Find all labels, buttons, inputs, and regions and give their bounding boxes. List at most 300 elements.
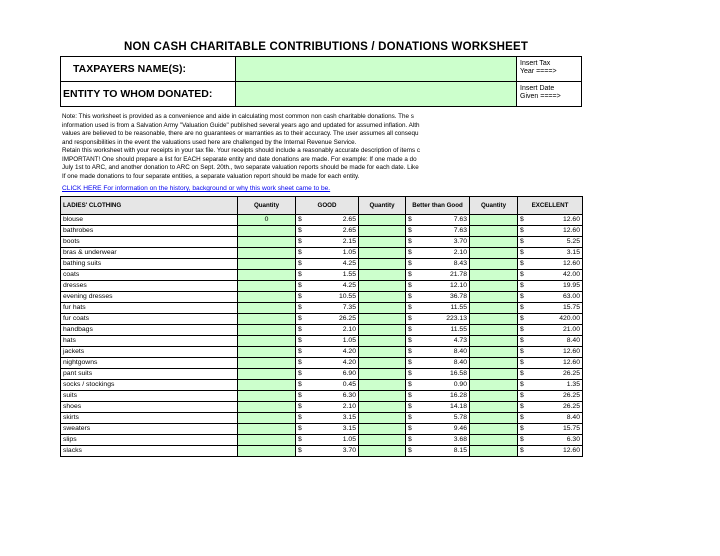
better-value: [406, 446, 470, 457]
item-name: evening dresses: [61, 292, 238, 303]
item-name: coats: [61, 270, 238, 281]
quantity-better-input[interactable]: [359, 391, 406, 402]
note-line: Retain this worksheet with your receipts in your tax file. Your receipts should include a reasonably accurate description of items c: [62, 147, 421, 154]
good-value: [296, 446, 359, 457]
quantity-better-input[interactable]: [359, 413, 406, 424]
better-value: [406, 413, 470, 424]
quantity-good-input[interactable]: [238, 303, 296, 314]
date-prompt: [517, 82, 581, 106]
quantity-good-input[interactable]: [238, 358, 296, 369]
quantity-better-input[interactable]: [359, 215, 406, 226]
better-value: [406, 424, 470, 435]
good-value: [296, 391, 359, 402]
item-name: fur hats: [61, 303, 238, 314]
taxpayer-label: TAXPAYERS NAME(S):: [61, 57, 236, 81]
value-text: 26.25: [338, 315, 356, 322]
currency-symbol: $: [520, 326, 524, 333]
currency-symbol: $: [520, 238, 524, 245]
item-name: skirts: [61, 413, 238, 424]
currency-symbol: $: [298, 392, 302, 399]
currency-symbol: $: [520, 260, 524, 267]
quantity-better-input[interactable]: [359, 325, 406, 336]
table-row: [61, 248, 583, 259]
table-row: [61, 270, 583, 281]
value-text: 1.35: [566, 381, 580, 388]
item-name: handbags: [61, 325, 238, 336]
col-header-quantity-excellent: Quantity: [470, 197, 518, 215]
value-text: 4.25: [342, 282, 356, 289]
table-row: [61, 303, 583, 314]
value-text: 26.25: [562, 403, 580, 410]
good-value: [296, 380, 359, 391]
table-row: [61, 336, 583, 347]
better-value: [406, 325, 470, 336]
item-name: boots: [61, 237, 238, 248]
value-text: 12.60: [562, 348, 580, 355]
table-row: [61, 424, 583, 435]
quantity-better-input[interactable]: [359, 292, 406, 303]
excellent-value: [518, 226, 583, 237]
table-row: [61, 369, 583, 380]
currency-symbol: $: [520, 216, 524, 223]
value-text: 10.55: [338, 293, 356, 300]
value-text: 11.55: [450, 326, 467, 333]
good-value: [296, 226, 359, 237]
better-value: [406, 358, 470, 369]
currency-symbol: $: [408, 403, 412, 410]
table-row: [61, 413, 583, 424]
quantity-excellent-input[interactable]: [470, 358, 518, 369]
entity-row: [61, 82, 581, 106]
item-name: hats: [61, 336, 238, 347]
table-row: [61, 281, 583, 292]
quantity-good-input[interactable]: [238, 270, 296, 281]
better-value: [406, 314, 470, 325]
currency-symbol: $: [520, 403, 524, 410]
value-text: 3.15: [342, 425, 356, 432]
value-text: 8.40: [566, 337, 580, 344]
quantity-better-input[interactable]: [359, 248, 406, 259]
value-text: 3.15: [566, 249, 580, 256]
currency-symbol: $: [520, 436, 524, 443]
better-value: [406, 237, 470, 248]
value-text: 6.30: [566, 436, 580, 443]
quantity-good-input[interactable]: [238, 424, 296, 435]
note-line: IMPORTANT! One should prepare a list for EACH separate entity and date donations are made. For example: If one made a do: [62, 155, 417, 163]
currency-symbol: $: [408, 337, 412, 344]
value-text: 26.25: [562, 392, 580, 399]
value-text: 19.95: [562, 282, 580, 289]
currency-symbol: $: [298, 293, 302, 300]
table-row: [61, 292, 583, 303]
excellent-value: [518, 270, 583, 281]
currency-symbol: $: [520, 381, 524, 388]
value-text: 6.90: [342, 370, 356, 377]
quantity-good-input[interactable]: [238, 226, 296, 237]
value-text: 12.60: [562, 260, 580, 267]
excellent-value: [518, 402, 583, 413]
quantity-better-input[interactable]: [359, 380, 406, 391]
better-value: [406, 215, 470, 226]
item-name: bathrobes: [61, 226, 238, 237]
currency-symbol: $: [520, 315, 524, 322]
value-text: 3.70: [342, 447, 356, 454]
value-text: 14.18: [449, 403, 467, 410]
quantity-better-input[interactable]: [359, 314, 406, 325]
quantity-good-input[interactable]: [238, 446, 296, 457]
currency-symbol: $: [298, 403, 302, 410]
date-line2: Given ====>: [520, 93, 561, 100]
currency-symbol: $: [520, 348, 524, 355]
currency-symbol: $: [298, 216, 302, 223]
currency-symbol: $: [298, 315, 302, 322]
value-text: 3.70: [453, 238, 467, 245]
quantity-better-input[interactable]: [359, 281, 406, 292]
currency-symbol: $: [408, 238, 412, 245]
quantity-excellent-input[interactable]: [470, 336, 518, 347]
better-value: [406, 391, 470, 402]
item-name: sweaters: [61, 424, 238, 435]
currency-symbol: $: [408, 348, 412, 355]
value-text: 8.40: [566, 414, 580, 421]
currency-symbol: $: [408, 315, 412, 322]
value-text: 8.43: [453, 260, 467, 267]
good-value: [296, 336, 359, 347]
quantity-good-input[interactable]: [238, 369, 296, 380]
good-value: [296, 270, 359, 281]
value-text: 223.13: [446, 315, 467, 322]
col-header-excellent: EXCELLENT: [518, 197, 583, 215]
quantity-excellent-input[interactable]: [470, 281, 518, 292]
quantity-excellent-input[interactable]: [470, 314, 518, 325]
quantity-better-input[interactable]: [359, 358, 406, 369]
item-name: bras & underwear: [61, 248, 238, 259]
value-text: 15.75: [562, 304, 580, 311]
value-text: 2.65: [342, 227, 356, 234]
currency-symbol: $: [298, 326, 302, 333]
quantity-good-input[interactable]: [238, 402, 296, 413]
currency-symbol: $: [408, 359, 412, 366]
quantity-good-input[interactable]: [238, 259, 296, 270]
table-row: [61, 446, 583, 457]
value-text: 2.65: [342, 216, 356, 223]
value-text: 1.55: [342, 271, 356, 278]
value-text: 3.15: [342, 414, 356, 421]
quantity-excellent-input[interactable]: [470, 259, 518, 270]
better-value: [406, 336, 470, 347]
currency-symbol: $: [298, 436, 302, 443]
quantity-better-input[interactable]: [359, 226, 406, 237]
quantity-excellent-input[interactable]: [470, 325, 518, 336]
currency-symbol: $: [408, 304, 412, 311]
better-value: [406, 226, 470, 237]
value-text: 21.78: [449, 271, 467, 278]
table-row: [61, 380, 583, 391]
currency-symbol: $: [520, 447, 524, 454]
quantity-excellent-input[interactable]: [470, 413, 518, 424]
quantity-good-input[interactable]: [238, 292, 296, 303]
currency-symbol: $: [298, 271, 302, 278]
note-line: values are believed to be reasonable, there are no guarantees or warranties as to their accuracy. The user assumes all consequ: [62, 130, 419, 137]
excellent-value: [518, 314, 583, 325]
value-text: 9.46: [453, 425, 467, 432]
excellent-value: [518, 237, 583, 248]
item-name: fur coats: [61, 314, 238, 325]
item-name: suits: [61, 391, 238, 402]
currency-symbol: $: [408, 216, 412, 223]
col-header-item: LADIES' CLOTHING: [61, 197, 238, 215]
value-text: 36.78: [449, 293, 467, 300]
table-row: [61, 215, 583, 226]
value-text: 8.15: [453, 447, 467, 454]
currency-symbol: $: [298, 227, 302, 234]
good-value: [296, 259, 359, 270]
quantity-better-input[interactable]: [359, 347, 406, 358]
excellent-value: [518, 347, 583, 358]
value-text: 2.10: [342, 403, 356, 410]
excellent-value: [518, 292, 583, 303]
quantity-better-input[interactable]: [359, 270, 406, 281]
quantity-good-input[interactable]: 0: [238, 215, 296, 226]
col-header-good: GOOD: [296, 197, 359, 215]
value-text: 26.25: [562, 370, 580, 377]
value-text: 6.30: [342, 392, 356, 399]
currency-symbol: $: [408, 293, 412, 300]
better-value: [406, 248, 470, 259]
note-line: and responsibilities in the event the valuations used here are challenged by the Internal Revenue Service.: [62, 138, 357, 146]
currency-symbol: $: [520, 271, 524, 278]
value-text: 1.05: [342, 337, 356, 344]
value-text: 1.05: [342, 249, 356, 256]
quantity-excellent-input[interactable]: [470, 248, 518, 259]
table-row: [61, 347, 583, 358]
quantity-better-input[interactable]: [359, 336, 406, 347]
excellent-value: [518, 413, 583, 424]
excellent-value: [518, 358, 583, 369]
good-value: [296, 325, 359, 336]
better-value: [406, 281, 470, 292]
currency-symbol: $: [408, 370, 412, 377]
excellent-value: [518, 391, 583, 402]
item-name: dresses: [61, 281, 238, 292]
tax-year-line2: Year ====>: [520, 68, 557, 75]
good-value: [296, 358, 359, 369]
better-value: [406, 259, 470, 270]
good-value: [296, 369, 359, 380]
quantity-excellent-input[interactable]: [470, 347, 518, 358]
table-row: [61, 358, 583, 369]
quantity-good-input[interactable]: [238, 391, 296, 402]
quantity-excellent-input[interactable]: [470, 292, 518, 303]
better-value: [406, 292, 470, 303]
currency-symbol: $: [298, 282, 302, 289]
taxpayer-row: [61, 57, 581, 82]
quantity-excellent-input[interactable]: [470, 391, 518, 402]
value-text: 12.60: [562, 216, 580, 223]
currency-symbol: $: [298, 337, 302, 344]
value-text: 4.73: [453, 337, 467, 344]
table-row: [61, 391, 583, 402]
col-header-better: Better than Good: [406, 197, 470, 215]
quantity-better-input[interactable]: [359, 303, 406, 314]
currency-symbol: $: [298, 425, 302, 432]
value-text: 7.63: [453, 216, 467, 223]
note-line: If one made donations to four separate entities, a separate valuation report should be made for each entity.: [62, 172, 360, 180]
currency-symbol: $: [520, 293, 524, 300]
quantity-better-input[interactable]: [359, 402, 406, 413]
value-text: 12.60: [562, 227, 580, 234]
tax-year-prompt: [517, 57, 581, 81]
value-text: 12.60: [562, 359, 580, 366]
better-value: [406, 303, 470, 314]
better-value: [406, 270, 470, 281]
quantity-excellent-input[interactable]: [470, 270, 518, 281]
excellent-value: [518, 380, 583, 391]
excellent-value: [518, 369, 583, 380]
quantity-good-input[interactable]: [238, 237, 296, 248]
good-value: [296, 402, 359, 413]
currency-symbol: $: [520, 425, 524, 432]
currency-symbol: $: [408, 326, 412, 333]
quantity-better-input[interactable]: [359, 369, 406, 380]
quantity-good-input[interactable]: [238, 413, 296, 424]
quantity-excellent-input[interactable]: [470, 446, 518, 457]
value-text: 2.10: [453, 249, 467, 256]
table-row: [61, 435, 583, 446]
quantity-excellent-input[interactable]: [470, 369, 518, 380]
quantity-good-input[interactable]: [238, 336, 296, 347]
table-header-row: [61, 197, 583, 215]
good-value: [296, 215, 359, 226]
better-value: [406, 402, 470, 413]
item-name: socks / stockings: [61, 380, 238, 391]
quantity-good-input[interactable]: [238, 248, 296, 259]
value-text: 8.40: [453, 348, 467, 355]
table-row: [61, 259, 583, 270]
entity-name-input[interactable]: [236, 82, 517, 106]
currency-symbol: $: [520, 359, 524, 366]
good-value: [296, 347, 359, 358]
value-text: 12.10: [449, 282, 467, 289]
item-name: pant suits: [61, 369, 238, 380]
currency-symbol: $: [298, 260, 302, 267]
quantity-excellent-input[interactable]: [470, 380, 518, 391]
quantity-excellent-input[interactable]: [470, 237, 518, 248]
value-text: 420.00: [559, 315, 580, 322]
currency-symbol: $: [298, 238, 302, 245]
value-text: 15.75: [562, 425, 580, 432]
table-row: [61, 402, 583, 413]
value-text: 2.15: [342, 238, 356, 245]
quantity-excellent-input[interactable]: [470, 402, 518, 413]
currency-symbol: $: [520, 414, 524, 421]
quantity-better-input[interactable]: [359, 237, 406, 248]
good-value: [296, 435, 359, 446]
quantity-good-input[interactable]: [238, 380, 296, 391]
taxpayer-name-input[interactable]: [236, 57, 517, 81]
note-line: information used is from a Salvation Army "Valuation Guide" published several years ago and updated for assumed inflation. Alth: [62, 121, 420, 129]
item-name: slips: [61, 435, 238, 446]
value-text: 7.35: [342, 304, 356, 311]
history-link[interactable]: CLICK HERE For information on the history, background or why this work sheet came to be.: [62, 185, 331, 192]
currency-symbol: $: [298, 359, 302, 366]
note-line: July 1st to ARC, and another donation to ARC on Sept. 20th., two separate valuation reports should be made for each date. Like: [62, 164, 419, 171]
item-name: jackets: [61, 347, 238, 358]
better-value: [406, 380, 470, 391]
currency-symbol: $: [298, 304, 302, 311]
value-text: 12.60: [562, 447, 580, 454]
currency-symbol: $: [520, 392, 524, 399]
currency-symbol: $: [408, 227, 412, 234]
table-row: [61, 237, 583, 248]
good-value: [296, 248, 359, 259]
better-value: [406, 369, 470, 380]
currency-symbol: $: [520, 370, 524, 377]
quantity-good-input[interactable]: [238, 347, 296, 358]
quantity-better-input[interactable]: [359, 446, 406, 457]
currency-symbol: $: [298, 249, 302, 256]
quantity-good-input[interactable]: [238, 325, 296, 336]
currency-symbol: $: [408, 425, 412, 432]
quantity-good-input[interactable]: [238, 281, 296, 292]
date-line1: Insert Date: [520, 85, 555, 92]
quantity-better-input[interactable]: [359, 424, 406, 435]
item-name: bathing suits: [61, 259, 238, 270]
value-text: 0.45: [342, 381, 356, 388]
value-text: 0.90: [453, 381, 467, 388]
value-text: 5.78: [453, 414, 467, 421]
note-line: Note: This worksheet is provided as a convenience and aide in calculating most common non cash charitable donations. The s: [62, 113, 414, 120]
table-body: [61, 215, 583, 457]
good-value: [296, 237, 359, 248]
currency-symbol: $: [408, 249, 412, 256]
currency-symbol: $: [408, 260, 412, 267]
value-text: 4.20: [342, 348, 356, 355]
quantity-excellent-input[interactable]: [470, 435, 518, 446]
value-text: 63.00: [562, 293, 580, 300]
table-row: [61, 325, 583, 336]
good-value: [296, 292, 359, 303]
excellent-value: [518, 303, 583, 314]
value-text: 2.10: [342, 326, 356, 333]
quantity-excellent-input[interactable]: [470, 424, 518, 435]
excellent-value: [518, 446, 583, 457]
quantity-excellent-input[interactable]: [470, 226, 518, 237]
quantity-better-input[interactable]: [359, 435, 406, 446]
currency-symbol: $: [520, 337, 524, 344]
currency-symbol: $: [520, 304, 524, 311]
good-value: [296, 413, 359, 424]
quantity-better-input[interactable]: [359, 259, 406, 270]
value-text: 5.25: [566, 238, 580, 245]
entity-label: ENTITY TO WHOM DONATED:: [61, 82, 236, 106]
currency-symbol: $: [520, 282, 524, 289]
currency-symbol: $: [298, 370, 302, 377]
quantity-excellent-input[interactable]: [470, 215, 518, 226]
currency-symbol: $: [520, 249, 524, 256]
page-title: NON CASH CHARITABLE CONTRIBUTIONS / DONATIONS WORKSHEET: [123, 41, 529, 53]
better-value: [406, 347, 470, 358]
value-text: 4.25: [342, 260, 356, 267]
quantity-good-input[interactable]: [238, 435, 296, 446]
quantity-good-input[interactable]: [238, 314, 296, 325]
currency-symbol: $: [298, 381, 302, 388]
value-text: 3.68: [453, 436, 467, 443]
currency-symbol: $: [298, 414, 302, 421]
value-text: 8.40: [453, 359, 467, 366]
quantity-excellent-input[interactable]: [470, 303, 518, 314]
col-header-quantity-good: Quantity: [238, 197, 296, 215]
